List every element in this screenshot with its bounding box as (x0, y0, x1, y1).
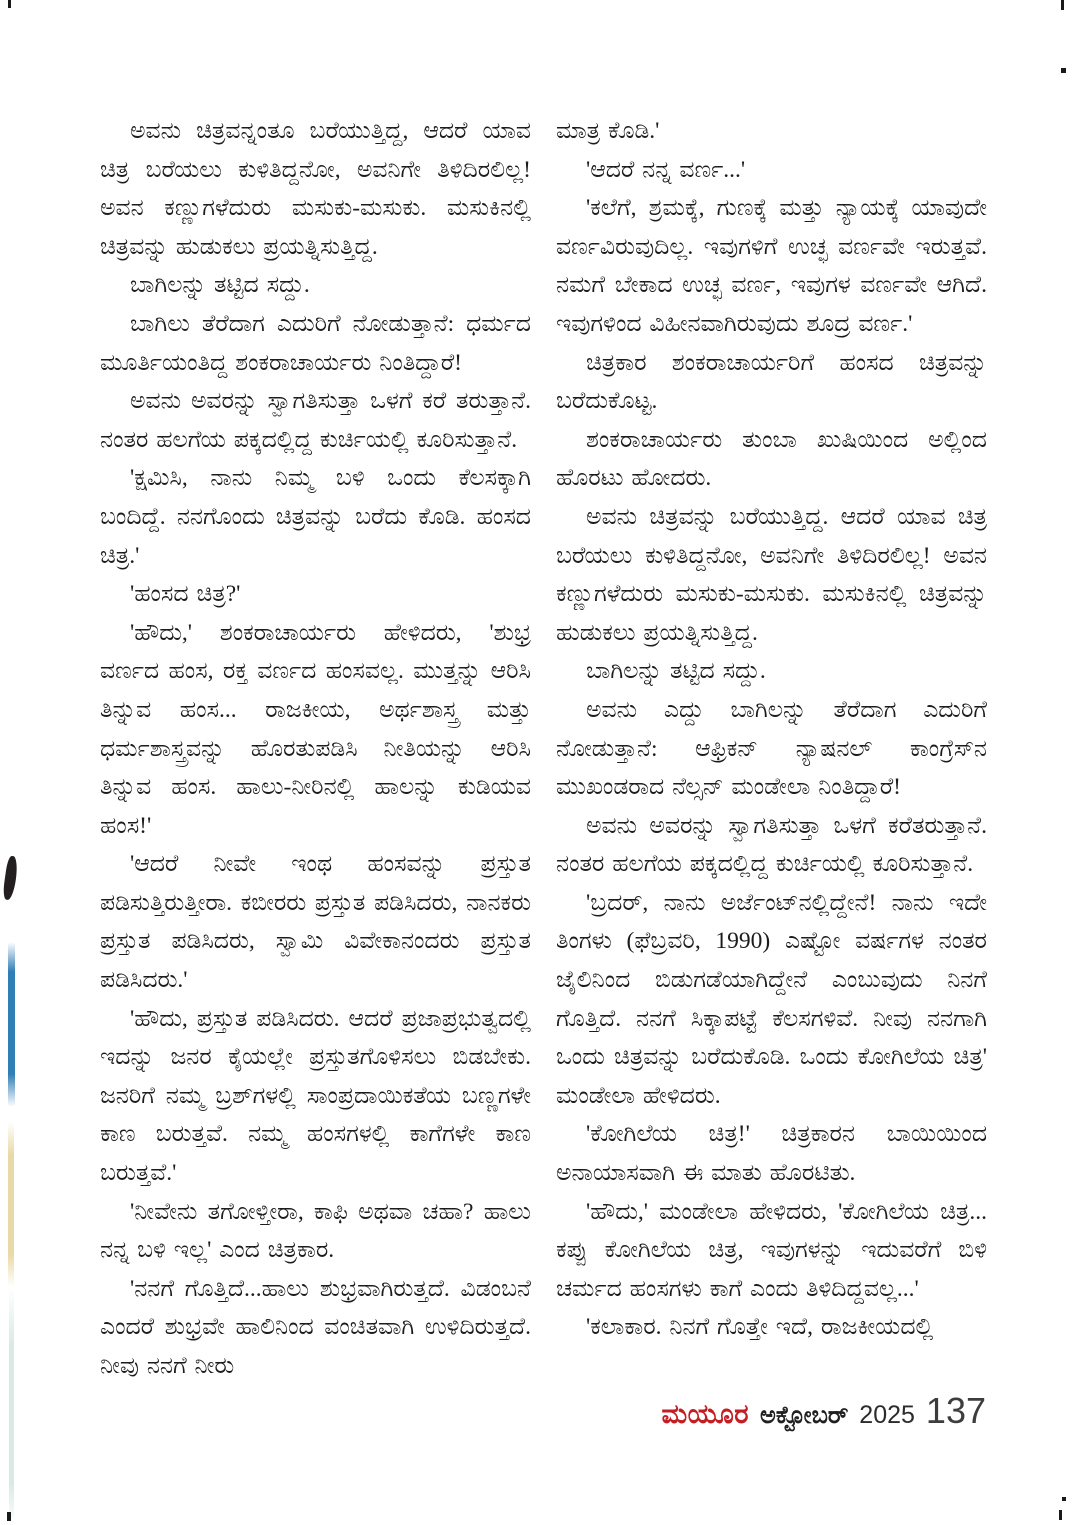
edge-blue-strip (8, 942, 15, 1107)
paragraph: ಬಾಗಿಲನ್ನು ತಟ್ಟಿದ ಸದ್ದು. (130, 272, 310, 299)
page-number: 137 (925, 1390, 986, 1431)
crop-mark (8, 0, 11, 8)
paragraph: 'ಕಲೆಗೆ, ಶ್ರಮಕ್ಕೆ, ಗುಣಕ್ಕೆ ಮತ್ತು ನ್ಯಾಯಕ್ಕೆ ಯಾವುದೇ ವರ್ಣವಿರುವುದಿಲ್ಲ. ಇವುಗಳಿಗೆ ಉಚ್ಛ ವರ್ಣವೇ ಇರುತ್ತವೆ. ನಮಗೆ ಬೇಕಾದ ಉಚ್ಛ ವರ್ಣ, ಇವುಗಳ ವರ್ಣವೇ ಆಗಿದೆ. ಇವುಗಳಿಂದ ವಿಹೀನವಾಗಿರುವುದು ಶೂದ್ರ ವರ್ಣ.' (556, 195, 987, 337)
paragraph: 'ಹಂಸದ ಚಿತ್ರ?' (130, 581, 241, 608)
paragraph: 'ಆದರೆ ನೀವೇ ಇಂಥ ಹಂಸವನ್ನು ಪ್ರಸ್ತುತ ಪಡಿಸುತ್ತಿರುತ್ತೀರಾ. ಕಬೀರರು ಪ್ರಸ್ತುತ ಪಡಿಸಿದರು, ನಾನಕರು ಪ್ರಸ್ತುತ ಪಡಿಸಿದರು, ಸ್ವಾಮಿ ವಿವೇಕಾನಂದರು ಪ್ರಸ್ತುತ ಪಡಿಸಿದರು.' (100, 851, 531, 994)
paragraph: 'ಬ್ರದರ್, ನಾನು ಅರ್ಜೆಂಟ್‌ನಲ್ಲಿದ್ದೇನೆ! ನಾನು ಇದೇ ತಿಂಗಳು (ಫೆಬ್ರವರಿ, 1990) ಎಷ್ಟೋ ವರ್ಷಗಳ ನಂತರ ಜೈಲಿನಿಂದ ಬಿಡುಗಡೆಯಾಗಿದ್ದೇನೆ ಎಂಬುವುದು ನಿನಗೆ ಗೊತ್ತಿದೆ. ನನಗೆ ಸಿಕ್ಕಾಪಟ್ಟೆ ಕೆಲಸಗಳಿವೆ. ನೀವು ನನಗಾಗಿ ಒಂದು ಚಿತ್ರವನ್ನು ಬರೆದುಕೊಡಿ. ಒಂದು ಕೋಗಿಲೆಯ ಚಿತ್ರ' ಮಂಡೇಲಾ ಹೇಳಿದರು. (556, 889, 987, 1109)
crop-mark (1061, 68, 1066, 73)
paragraph: ಅವನು ಎದ್ದು ಬಾಗಿಲನ್ನು ತೆರೆದಾಗ ಎದುರಿಗೆ ನೋಡುತ್ತಾನೆ: ಆಫ್ರಿಕನ್ ನ್ಯಾಷನಲ್ ಕಾಂಗ್ರೆಸ್‌ನ ಮುಖಂಡರಾದ ನೆಲ್ಸನ್ ಮಂಡೇಲಾ ನಿಂತಿದ್ದಾರೆ! (556, 696, 987, 801)
page-footer (661, 1390, 986, 1432)
paragraph: 'ಕ್ಷಮಿಸಿ, ನಾನು ನಿಮ್ಮ ಬಳಿ ಒಂದು ಕೆಲಸಕ್ಕಾಗಿ ಬಂದಿದ್ದೆ. ನನಗೊಂದು ಚಿತ್ರವನ್ನು ಬರೆದು ಕೊಡಿ. ಹಂಸದ ಚಿತ್ರ.' (100, 465, 531, 569)
edge-smudge-mark (2, 855, 19, 900)
article-column-left (100, 112, 531, 1386)
paragraph: ಅವನು ಅವರನ್ನು ಸ್ವಾಗತಿಸುತ್ತಾ ಒಳಗೆ ಕರೆತರುತ್ತಾನೆ. ನಂತರ ಹಲಗೆಯ ಪಕ್ಕದಲ್ಲಿದ್ದ ಕುರ್ಚಿಯಲ್ಲಿ ಕೂರಿಸುತ್ತಾನೆ. (556, 812, 987, 878)
paragraph: 'ಹೌದು,' ಶಂಕರಾಚಾರ್ಯರು ಹೇಳಿದರು, 'ಶುಭ್ರ ವರ್ಣದ ಹಂಸ, ರಕ್ತ ವರ್ಣದ ಹಂಸವಲ್ಲ. ಮುತ್ತನ್ನು ಆರಿಸಿ ತಿನ್ನುವ ಹಂಸ... ರಾಜಕೀಯ, ಅರ್ಥಶಾಸ್ತ್ರ ಮತ್ತು ಧರ್ಮಶಾಸ್ತ್ರವನ್ನು ಹೊರತುಪಡಿಸಿ ನೀತಿಯನ್ನು ಆರಿಸಿ ತಿನ್ನುವ ಹಂಸ. ಹಾಲು-ನೀರಿನಲ್ಲಿ ಹಾಲನ್ನು ಕುಡಿಯವ ಹಂಸ!' (100, 619, 531, 839)
paragraph: 'ಆದರೆ ನನ್ನ ವರ್ಣ...' (586, 156, 746, 183)
paragraph: ಚಿತ್ರಕಾರ ಶಂಕರಾಚಾರ್ಯರಿಗೆ ಹಂಸದ ಚಿತ್ರವನ್ನು ಬರೆದುಕೊಟ್ಟ. (556, 349, 987, 415)
paragraph: ಅವನು ಅವರನ್ನು ಸ್ವಾಗತಿಸುತ್ತಾ ಒಳಗೆ ಕರೆ ತರುತ್ತಾನೆ. ನಂತರ ಹಲಗೆಯ ಪಕ್ಕದಲ್ಲಿದ್ದ ಕುರ್ಚಿಯಲ್ಲಿ ಕೂರಿಸುತ್ತಾನೆ. (100, 388, 531, 453)
article-column-right (556, 112, 987, 1347)
crop-mark (7, 1512, 11, 1521)
paragraph: 'ಹೌದು,' ಮಂಡೇಲಾ ಹೇಳಿದರು, 'ಕೋಗಿಲೆಯ ಚಿತ್ರ... ಕಪ್ಪು ಕೋಗಿಲೆಯ ಚಿತ್ರ, ಇವುಗಳನ್ನು ಇದುವರೆಗೆ ಬಿಳಿ ಚರ್ಮದ ಹಂಸಗಳು ಕಾಗೆ ಎಂದು ತಿಳಿದಿದ್ದವಲ್ಲ...' (556, 1198, 987, 1302)
edge-teal-strip (9, 1288, 14, 1518)
paragraph: 'ಕೋಗಿಲೆಯ ಚಿತ್ರ!' ಚಿತ್ರಕಾರನ ಬಾಯಿಯಿಂದ ಅನಾಯಾಸವಾಗಿ ಈ ಮಾತು ಹೊರಟಿತು. (556, 1121, 987, 1187)
paragraph: ಶಂಕರಾಚಾರ್ಯರು ತುಂಬಾ ಖುಷಿಯಿಂದ ಅಲ್ಲಿಂದ ಹೊರಟು ಹೋದರು. (556, 426, 987, 492)
crop-mark (1059, 1510, 1062, 1520)
edge-yellow-strip (8, 1122, 14, 1287)
crop-mark (1061, 0, 1064, 10)
paragraph-continuation: ಮಾತ್ರ ಕೊಡಿ.' (556, 118, 660, 144)
paragraph: 'ನೀವೇನು ತಗೋಳ್ತೀರಾ, ಕಾಫಿ ಅಥವಾ ಚಹಾ? ಹಾಲು ನನ್ನ ಬಳಿ ಇಲ್ಲ' ಎಂದ ಚಿತ್ರಕಾರ. (100, 1198, 531, 1264)
paragraph: 'ನನಗೆ ಗೊತ್ತಿದೆ...ಹಾಲು ಶುಭ್ರವಾಗಿರುತ್ತದೆ. ವಿಡಂಬನೆ ಎಂದರೆ ಶುಭ್ರವೇ ಹಾಲಿನಿಂದ ವಂಚಿತವಾಗಿ ಉಳಿದಿರುತ್ತದೆ. ನೀವು ನನಗೆ ನೀರು (100, 1275, 531, 1379)
magazine-logo-text: ಮಯೂರ (661, 1399, 750, 1429)
paragraph: ಬಾಗಿಲನ್ನು ತಟ್ಟಿದ ಸದ್ದು. (586, 658, 766, 685)
issue-year: 2025 (859, 1401, 915, 1429)
paragraph: 'ಹೌದು, ಪ್ರಸ್ತುತ ಪಡಿಸಿದರು. ಆದರೆ ಪ್ರಜಾಪ್ರಭುತ್ವದಲ್ಲಿ ಇದನ್ನು ಜನರ ಕೈಯಲ್ಲೇ ಪ್ರಸ್ತುತಗೊಳಿಸಲು ಬಿಡಬೇಕು. ಜನರಿಗೆ ನಮ್ಮ ಬ್ರಶ್‌ಗಳಲ್ಲಿ ಸಾಂಪ್ರದಾಯಿಕತೆಯ ಬಣ್ಣಗಳೇ ಕಾಣ ಬರುತ್ತವೆ. ನಮ್ಮ ಹಂಸಗಳಲ್ಲಿ ಕಾಗೆಗಳೇ ಕಾಣ ಬರುತ್ತವೆ.' (100, 1005, 531, 1187)
paragraph: 'ಕಲಾಕಾರ. ನಿನಗೆ ಗೊತ್ತೇ ಇದೆ, ರಾಜಕೀಯದಲ್ಲಿ (586, 1314, 934, 1341)
issue-month: ಅಕ್ಟೋಬರ್ (760, 1403, 849, 1429)
crop-mark (1062, 1497, 1066, 1501)
paragraph: ಬಾಗಿಲು ತೆರೆದಾಗ ಎದುರಿಗೆ ನೋಡುತ್ತಾನೆ: ಧರ್ಮದ ಮೂರ್ತಿಯಂತಿದ್ದ ಶಂಕರಾಚಾರ್ಯರು ನಿಂತಿದ್ದಾರೆ! (100, 310, 531, 376)
paragraph: ಅವನು ಚಿತ್ರವನ್ನಂತೂ ಬರೆಯುತ್ತಿದ್ದ, ಆದರೆ ಯಾವ ಚಿತ್ರ ಬರೆಯಲು ಕುಳಿತಿದ್ದನೋ, ಅವನಿಗೇ ತಿಳಿದಿರಲಿಲ್ಲ! ಅವನ ಕಣ್ಣುಗಳೆದುರು ಮಸುಕು-ಮಸುಕು. ಮಸುಕಿನಲ್ಲಿ ಚಿತ್ರವನ್ನು ಹುಡುಕಲು ಪ್ರಯತ್ನಿಸುತ್ತಿದ್ದ. (100, 118, 531, 260)
paragraph: ಅವನು ಚಿತ್ರವನ್ನು ಬರೆಯುತ್ತಿದ್ದ. ಆದರೆ ಯಾವ ಚಿತ್ರ ಬರೆಯಲು ಕುಳಿತಿದ್ದನೋ, ಅವನಿಗೇ ತಿಳಿದಿರಲಿಲ್ಲ! ಅವನ ಕಣ್ಣುಗಳೆದುರು ಮಸುಕು-ಮಸುಕು. ಮಸುಕಿನಲ್ಲಿ ಚಿತ್ರವನ್ನು ಹುಡುಕಲು ಪ್ರಯತ್ನಿಸುತ್ತಿದ್ದ. (556, 503, 987, 646)
